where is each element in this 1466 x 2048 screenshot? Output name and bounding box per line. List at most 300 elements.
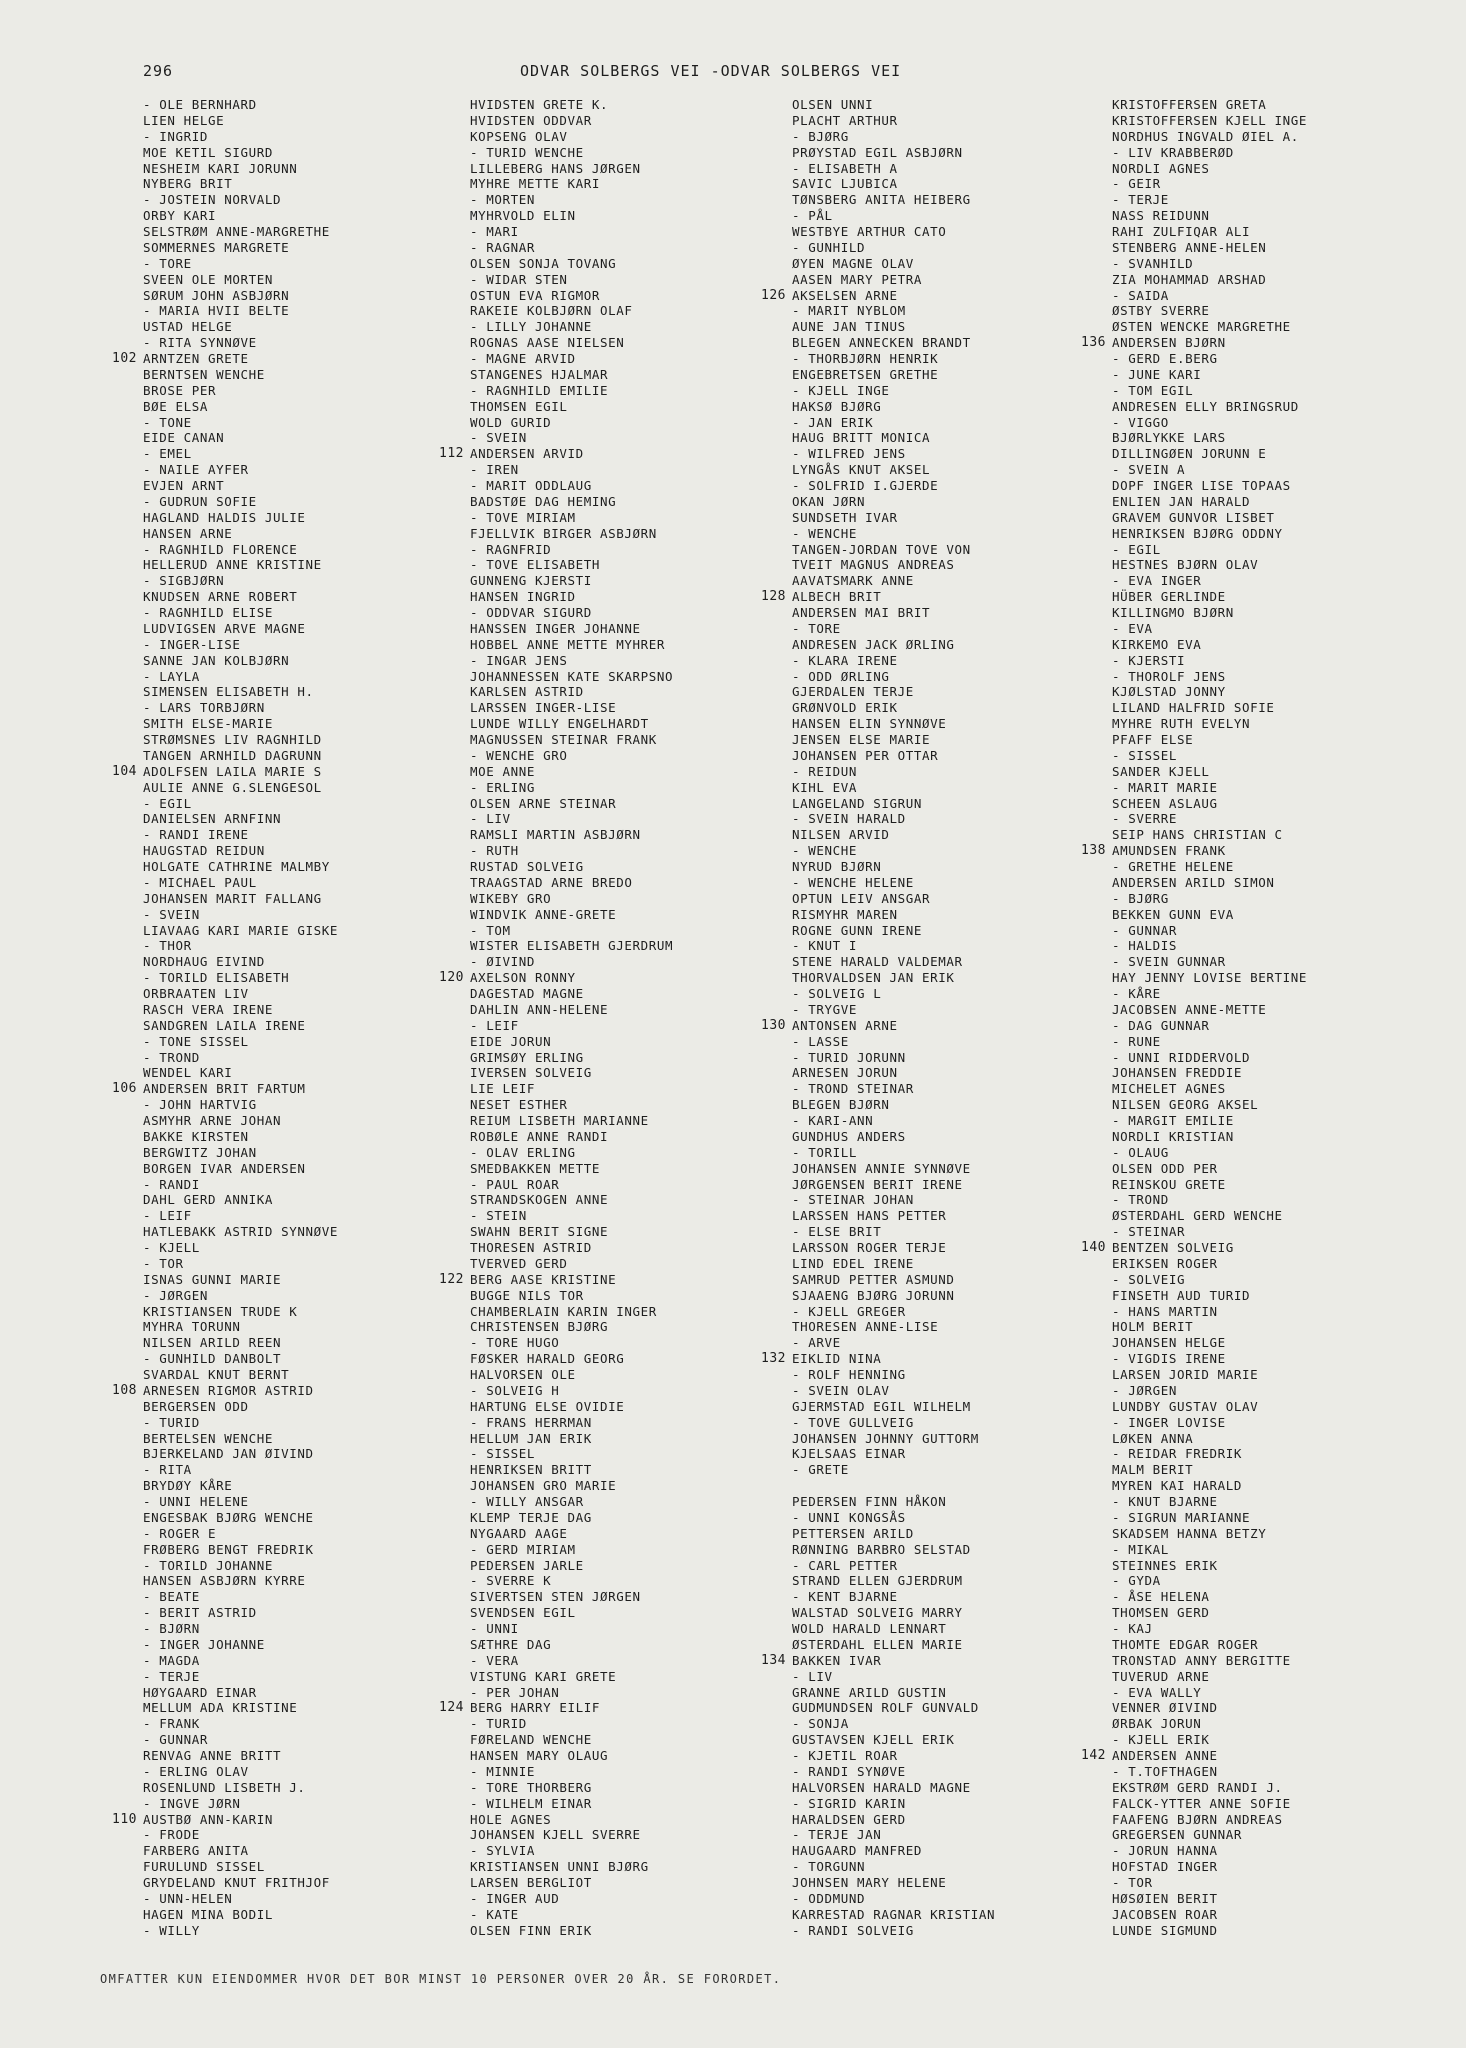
resident-name: EVJEN ARNT <box>143 478 225 493</box>
list-item <box>143 1843 338 1859</box>
list-item <box>792 764 995 780</box>
house-number: 130 <box>761 1017 786 1033</box>
list-item <box>143 1748 338 1764</box>
list-item <box>792 319 995 335</box>
list-item <box>792 1700 995 1716</box>
resident-name: OLSEN SONJA TOVANG <box>470 255 617 271</box>
resident-name: HØSØIEN BERIT <box>1112 1890 1218 1906</box>
list-item <box>1112 478 1307 494</box>
resident-name: - ØIVIND <box>470 954 536 970</box>
list-item <box>143 415 338 431</box>
resident-name: - TORE THORBERG <box>470 1779 592 1795</box>
list-item <box>792 526 995 542</box>
house-number: 128 <box>761 589 786 605</box>
resident-name: - SVERRE K <box>470 1573 552 1589</box>
resident-name: NILSEN ARILD REEN <box>143 1335 282 1351</box>
resident-name: SAMRUD PETTER ASMUND <box>792 1271 955 1287</box>
resident-name: AUNE JAN TINUS <box>792 319 906 335</box>
resident-name: - TERJE <box>143 1668 200 1684</box>
list-item <box>792 1907 995 1923</box>
resident-name: - LIV KRABBERØD <box>1112 144 1234 160</box>
resident-name: GRYDELAND KNUT FRITHJOF <box>143 1875 330 1890</box>
resident-name: STRANDSKOGEN ANNE <box>470 1192 609 1208</box>
resident-name: KRISTIANSEN TRUDE K <box>143 1303 298 1319</box>
list-item <box>792 1446 995 1462</box>
resident-name: - TERJE <box>1112 192 1169 208</box>
resident-name: - UNNI <box>470 1621 519 1636</box>
list-item <box>1112 1462 1307 1478</box>
list-item <box>470 494 673 510</box>
list-item <box>1112 1700 1307 1716</box>
list-item <box>143 954 338 970</box>
list-item <box>792 1526 995 1542</box>
resident-name: - SOLVEIG <box>1112 1271 1186 1287</box>
list-item <box>1112 605 1307 621</box>
resident-name: LILAND HALFRID SOFIE <box>1112 700 1275 716</box>
list-item <box>792 430 995 446</box>
list-item <box>143 256 338 272</box>
list-item <box>470 1399 673 1415</box>
resident-name: - RAGNFRID <box>470 541 552 557</box>
house-number: 140 <box>1081 1240 1106 1255</box>
resident-name: WISTER ELISABETH GJERDRUM <box>470 938 674 954</box>
list-item <box>470 319 673 335</box>
resident-name: - MAGNE ARVID <box>470 351 576 366</box>
list-item <box>792 399 995 415</box>
resident-name: - RUTH <box>470 843 519 859</box>
list-item <box>143 700 338 716</box>
list-item <box>143 1161 338 1177</box>
resident-name: KARRESTAD RAGNAR KRISTIAN <box>792 1906 996 1922</box>
list-item <box>1112 1177 1307 1193</box>
resident-name: THORESEN ASTRID <box>470 1240 592 1255</box>
resident-name: - RITA SYNNØVE <box>143 335 257 351</box>
list-item <box>1112 557 1307 573</box>
list-item <box>1112 176 1307 192</box>
list-item <box>470 637 673 653</box>
list-item <box>792 1034 995 1050</box>
list-item <box>470 1431 673 1447</box>
list-item <box>470 383 673 399</box>
list-item <box>143 875 338 891</box>
resident-name: GUNDHUS ANDERS <box>792 1128 906 1144</box>
resident-name: BROSE PER <box>143 382 217 398</box>
resident-name: MYHRA TORUNN <box>143 1319 241 1335</box>
resident-name: AULIE ANNE G.SLENGESOL <box>143 779 322 795</box>
resident-name: - T.TOFTHAGEN <box>1112 1763 1218 1779</box>
resident-name: - CARL PETTER <box>792 1557 898 1573</box>
list-item <box>792 732 995 748</box>
resident-name: HESTNES BJØRN OLAV <box>1112 557 1259 573</box>
list-item <box>1112 383 1307 399</box>
list-item <box>792 1161 995 1177</box>
resident-name: LUNDBY GUSTAV OLAV <box>1112 1398 1259 1414</box>
resident-name: - SVEIN <box>143 906 200 922</box>
list-item <box>143 1923 338 1939</box>
resident-name: MELLUM ADA KRISTINE <box>143 1700 298 1716</box>
list-item <box>792 907 995 923</box>
list-item <box>470 1367 673 1383</box>
house-number: 142 <box>1081 1748 1106 1763</box>
list-item <box>112 1382 338 1399</box>
list-item <box>470 1335 673 1351</box>
resident-name: - VIGGO <box>1112 414 1169 430</box>
list-item <box>143 811 338 827</box>
list-item <box>1112 923 1307 939</box>
resident-name: GREGERSEN GUNNAR <box>1112 1827 1243 1843</box>
list-item <box>470 1383 673 1399</box>
list-item <box>470 224 673 240</box>
list-item <box>792 1859 995 1875</box>
list-item <box>143 1208 338 1224</box>
resident-name: LØKEN ANNA <box>1112 1430 1194 1446</box>
list-item <box>143 319 338 335</box>
list-item <box>143 446 338 462</box>
list-item <box>1112 1415 1307 1431</box>
resident-name: HALVORSEN HARALD MAGNE <box>792 1779 971 1795</box>
list-item <box>1112 1923 1307 1939</box>
list-item <box>792 1097 995 1113</box>
resident-name: BUGGE NILS TOR <box>470 1287 584 1303</box>
resident-name: ANDRESEN JACK ØRLING <box>792 636 955 652</box>
resident-name: STENBERG ANNE-HELEN <box>1112 239 1267 255</box>
resident-name: BJØRLYKKE LARS <box>1112 430 1226 446</box>
resident-name: JØRGENSEN BERIT IRENE <box>792 1176 963 1192</box>
list-item <box>143 1827 338 1843</box>
list-item <box>470 542 673 558</box>
resident-name: LARSSEN HANS PETTER <box>792 1208 947 1224</box>
resident-name: LILLEBERG HANS JØRGEN <box>470 160 641 176</box>
resident-name: OLSEN FINN ERIK <box>470 1922 592 1938</box>
list-item <box>761 1017 995 1034</box>
list-item <box>143 1716 338 1732</box>
resident-name: JOHANSEN HELGE <box>1112 1335 1226 1351</box>
list-item <box>1112 1002 1307 1018</box>
list-item <box>792 1335 995 1351</box>
list-item <box>1112 494 1307 510</box>
list-item <box>792 557 995 573</box>
list-item <box>1112 1589 1307 1605</box>
list-item <box>143 1256 338 1272</box>
resident-name: THOMSEN GERD <box>1112 1605 1210 1621</box>
resident-name: ARNTZEN GRETE <box>143 351 249 366</box>
list-item <box>792 1478 995 1494</box>
resident-name: - KJELL GREGER <box>792 1303 906 1319</box>
resident-name: FINSETH AUD TURID <box>1112 1287 1251 1303</box>
list-item <box>792 1065 995 1081</box>
list-item <box>1112 1669 1307 1685</box>
resident-name: ANDRESEN ELLY BRINGSRUD <box>1112 398 1299 414</box>
resident-name: FALCK-YTTER ANNE SOFIE <box>1112 1795 1291 1811</box>
list-item <box>792 1685 995 1701</box>
house-number: 132 <box>761 1351 786 1367</box>
list-item <box>792 573 995 589</box>
list-item <box>470 1208 673 1224</box>
list-item <box>470 1192 673 1208</box>
resident-name: - EVA INGER <box>1112 573 1202 589</box>
list-item <box>792 192 995 208</box>
resident-name: BADSTØE DAG HEMING <box>470 493 617 509</box>
list-item <box>792 1192 995 1208</box>
resident-name: - RANDI IRENE <box>143 827 249 843</box>
list-item <box>1112 1161 1307 1177</box>
list-item <box>1112 589 1307 605</box>
list-item <box>470 1812 673 1828</box>
list-item <box>470 923 673 939</box>
list-item <box>792 1891 995 1907</box>
resident-name: NORDHAUG EIVIND <box>143 954 265 970</box>
resident-name: HELLUM JAN ERIK <box>470 1430 592 1446</box>
resident-name: ØSTERDAHL GERD WENCHE <box>1112 1208 1283 1224</box>
list-item <box>792 1494 995 1510</box>
list-item <box>470 1145 673 1161</box>
resident-name: SANNE JAN KOLBJØRN <box>143 652 290 668</box>
resident-name: - INGRID <box>143 128 209 144</box>
resident-name: JOHANSEN FREDDIE <box>1112 1065 1243 1081</box>
resident-name: CHAMBERLAIN KARIN INGER <box>470 1303 657 1319</box>
list-item <box>792 1240 995 1256</box>
house-number: 106 <box>112 1081 137 1097</box>
list-item <box>112 351 338 367</box>
list-item <box>143 970 338 986</box>
resident-name: - TONE <box>143 414 192 430</box>
list-item <box>439 970 673 986</box>
list-item <box>143 1875 338 1891</box>
resident-name: BAKKEN IVAR <box>792 1652 882 1668</box>
resident-name: HANSEN MARY OLAUG <box>470 1748 609 1763</box>
list-item <box>1112 430 1307 446</box>
resident-name: HAGLAND HALDIS JULIE <box>143 509 306 525</box>
resident-name: - OLE BERNHARD <box>143 97 257 112</box>
list-item <box>1112 1272 1307 1288</box>
resident-name: - INGER AUD <box>470 1890 560 1906</box>
resident-name: - STEINAR <box>1112 1224 1186 1240</box>
list-item <box>470 859 673 875</box>
list-item <box>143 1304 338 1320</box>
resident-name: - STEINAR JOHAN <box>792 1192 914 1208</box>
resident-name: AMUNDSEN FRANK <box>1112 843 1226 859</box>
list-item <box>143 97 338 113</box>
resident-name: - STEIN <box>470 1208 527 1224</box>
resident-name: - RITA <box>143 1462 192 1478</box>
list-item <box>792 1812 995 1828</box>
list-item <box>470 399 673 415</box>
list-item <box>470 938 673 954</box>
resident-name: MYREN KAI HARALD <box>1112 1478 1243 1494</box>
resident-name: ERIKSEN ROGER <box>1112 1255 1218 1271</box>
list-item <box>143 653 338 669</box>
list-item <box>1112 1510 1307 1526</box>
resident-name: - THOROLF JENS <box>1112 668 1226 684</box>
list-item <box>1112 224 1307 240</box>
list-item <box>143 1462 338 1478</box>
list-item <box>143 923 338 939</box>
list-item <box>792 827 995 843</box>
resident-name: RAMSLI MARTIN ASBJØRN <box>470 827 641 843</box>
list-item <box>470 1542 673 1558</box>
list-item <box>470 192 673 208</box>
list-item <box>470 1891 673 1907</box>
list-item <box>1112 1605 1307 1621</box>
resident-name: HANSEN ARNE <box>143 525 233 541</box>
list-item <box>1112 684 1307 700</box>
list-item <box>1112 1732 1307 1748</box>
resident-name: - ERLING OLAV <box>143 1763 249 1779</box>
list-item <box>1112 319 1307 335</box>
resident-name: ANDERSEN ARILD SIMON <box>1112 874 1275 890</box>
resident-name: ADOLFSEN LAILA MARIE S <box>143 763 322 779</box>
list-item <box>1112 1716 1307 1732</box>
list-item <box>1112 748 1307 764</box>
resident-name: JACOBSEN ROAR <box>1112 1906 1218 1922</box>
list-item <box>1112 1113 1307 1129</box>
list-item <box>792 446 995 462</box>
resident-name: - BJØRG <box>792 128 849 144</box>
list-item <box>792 1431 995 1447</box>
list-item <box>470 1589 673 1605</box>
list-item <box>792 1605 995 1621</box>
resident-name: - TORE <box>143 255 192 271</box>
list-item <box>1112 446 1307 462</box>
list-item <box>1112 1129 1307 1145</box>
resident-name: THOMSEN EGIL <box>470 398 568 414</box>
resident-name: LYNGÅS KNUT AKSEL <box>792 462 931 478</box>
list-item <box>143 1034 338 1050</box>
resident-name: - SOLFRID I.GJERDE <box>792 478 939 493</box>
resident-name: - INGER JOHANNE <box>143 1636 265 1652</box>
resident-name: GJERMSTAD EGIL WILHELM <box>792 1398 971 1414</box>
resident-name: - MARI <box>470 224 519 239</box>
list-item <box>470 303 673 319</box>
resident-name: THOMTE EDGAR ROGER <box>1112 1636 1259 1652</box>
resident-name: - INGVE JØRN <box>143 1795 241 1811</box>
list-item <box>470 764 673 780</box>
resident-name: - TERJE JAN <box>792 1827 882 1843</box>
resident-name: - KJELL <box>143 1240 200 1255</box>
resident-name: - KJETIL ROAR <box>792 1748 898 1763</box>
list-item <box>143 1288 338 1304</box>
list-item <box>792 700 995 716</box>
resident-name: PLACHT ARTHUR <box>792 112 898 128</box>
resident-name: ORBY KARI <box>143 208 217 224</box>
resident-name: HVIDSTEN ODDVAR <box>470 112 592 128</box>
resident-name: - BJØRN <box>143 1621 200 1636</box>
list-item <box>1112 1367 1307 1383</box>
house-number: 138 <box>1081 843 1106 859</box>
list-item <box>1112 1081 1307 1097</box>
list-item <box>1112 542 1307 558</box>
list-item <box>792 303 995 319</box>
list-item <box>143 1351 338 1367</box>
resident-name: TVERVED GERD <box>470 1255 568 1271</box>
resident-name: ANDERSEN ANNE <box>1112 1748 1218 1763</box>
resident-name: DAGESTAD MAGNE <box>470 986 584 1001</box>
resident-name: TANGEN-JORDAN TOVE VON <box>792 541 971 557</box>
list-item <box>792 351 995 367</box>
list-item <box>143 1700 338 1716</box>
list-item <box>143 986 338 1002</box>
list-item <box>792 272 995 288</box>
list-item <box>143 748 338 764</box>
resident-name: - PER JOHAN <box>470 1684 560 1700</box>
list-item <box>143 510 338 526</box>
list-item <box>792 1796 995 1812</box>
list-item <box>143 1097 338 1113</box>
resident-name: MAGNUSSEN STEINAR FRANK <box>470 732 657 747</box>
resident-name: KRISTIANSEN UNNI BJØRG <box>470 1859 649 1875</box>
resident-name: - TOM <box>470 922 511 938</box>
page-number: 296 <box>143 62 174 80</box>
list-item <box>470 1097 673 1113</box>
list-item <box>470 1558 673 1574</box>
resident-name: - MAGDA <box>143 1652 200 1668</box>
list-item <box>792 542 995 558</box>
list-item <box>792 1748 995 1764</box>
list-item <box>470 1177 673 1193</box>
list-item <box>143 1796 338 1812</box>
list-item <box>470 1573 673 1589</box>
resident-name: - KÅRE <box>1112 986 1161 1001</box>
resident-name: - MARIA HVII BELTE <box>143 303 290 319</box>
resident-name: - TOR <box>143 1255 184 1271</box>
list-item <box>1081 1748 1307 1764</box>
resident-name: TANGEN ARNHILD DAGRUNN <box>143 747 322 763</box>
list-item <box>143 1780 338 1796</box>
resident-name: GRANNE ARILD GUSTIN <box>792 1684 947 1700</box>
resident-name: KLEMP TERJE DAG <box>470 1509 592 1525</box>
resident-name: KIRKEMO EVA <box>1112 636 1202 652</box>
resident-name: - MARIT MARIE <box>1112 779 1218 795</box>
list-item <box>143 1621 338 1637</box>
resident-name: - SVEIN GUNNAR <box>1112 954 1226 970</box>
list-item <box>761 287 995 304</box>
resident-name: - TOVE ELISABETH <box>470 557 601 573</box>
list-item <box>792 986 995 1002</box>
resident-name: HARALDSEN GERD <box>792 1811 906 1827</box>
resident-name: - GRETE <box>792 1462 849 1478</box>
resident-name: - RAGNAR <box>470 239 536 255</box>
resident-name: AUSTBØ ANN-KARIN <box>143 1811 274 1827</box>
resident-name: JOHANSEN PER OTTAR <box>792 747 939 763</box>
resident-name: MYHRE METTE KARI <box>470 176 601 192</box>
list-item <box>143 557 338 573</box>
resident-name: JACOBSEN ANNE-METTE <box>1112 1001 1267 1017</box>
resident-name: NYBERG BRIT <box>143 176 233 192</box>
resident-name: LARSSEN INGER-LISE <box>470 700 617 716</box>
list-item <box>470 1256 673 1272</box>
resident-name: - THOR <box>143 938 192 954</box>
list-item <box>792 1145 995 1161</box>
list-item <box>470 954 673 970</box>
list-item <box>470 478 673 494</box>
resident-name: BAKKE KIRSTEN <box>143 1128 249 1144</box>
list-item <box>792 145 995 161</box>
footnote: OMFATTER KUN EIENDOMMER HVOR DET BOR MINST 10 PERSONER OVER 20 ÅR. SE FORORDET. <box>100 1972 782 1986</box>
list-item <box>1112 1097 1307 1113</box>
list-item <box>1081 843 1307 859</box>
list-item <box>470 1796 673 1812</box>
list-item <box>1081 1240 1307 1256</box>
resident-name: - SVEIN OLAV <box>792 1382 890 1398</box>
resident-name: - VIGDIS IRENE <box>1112 1351 1226 1367</box>
list-item <box>470 891 673 907</box>
list-item <box>470 1240 673 1256</box>
resident-name: FØRELAND WENCHE <box>470 1732 592 1748</box>
resident-name: LARSSON ROGER TERJE <box>792 1240 947 1255</box>
list-item <box>1112 1573 1307 1589</box>
list-item <box>1112 1478 1307 1494</box>
resident-name: HANSEN INGRID <box>470 589 576 605</box>
